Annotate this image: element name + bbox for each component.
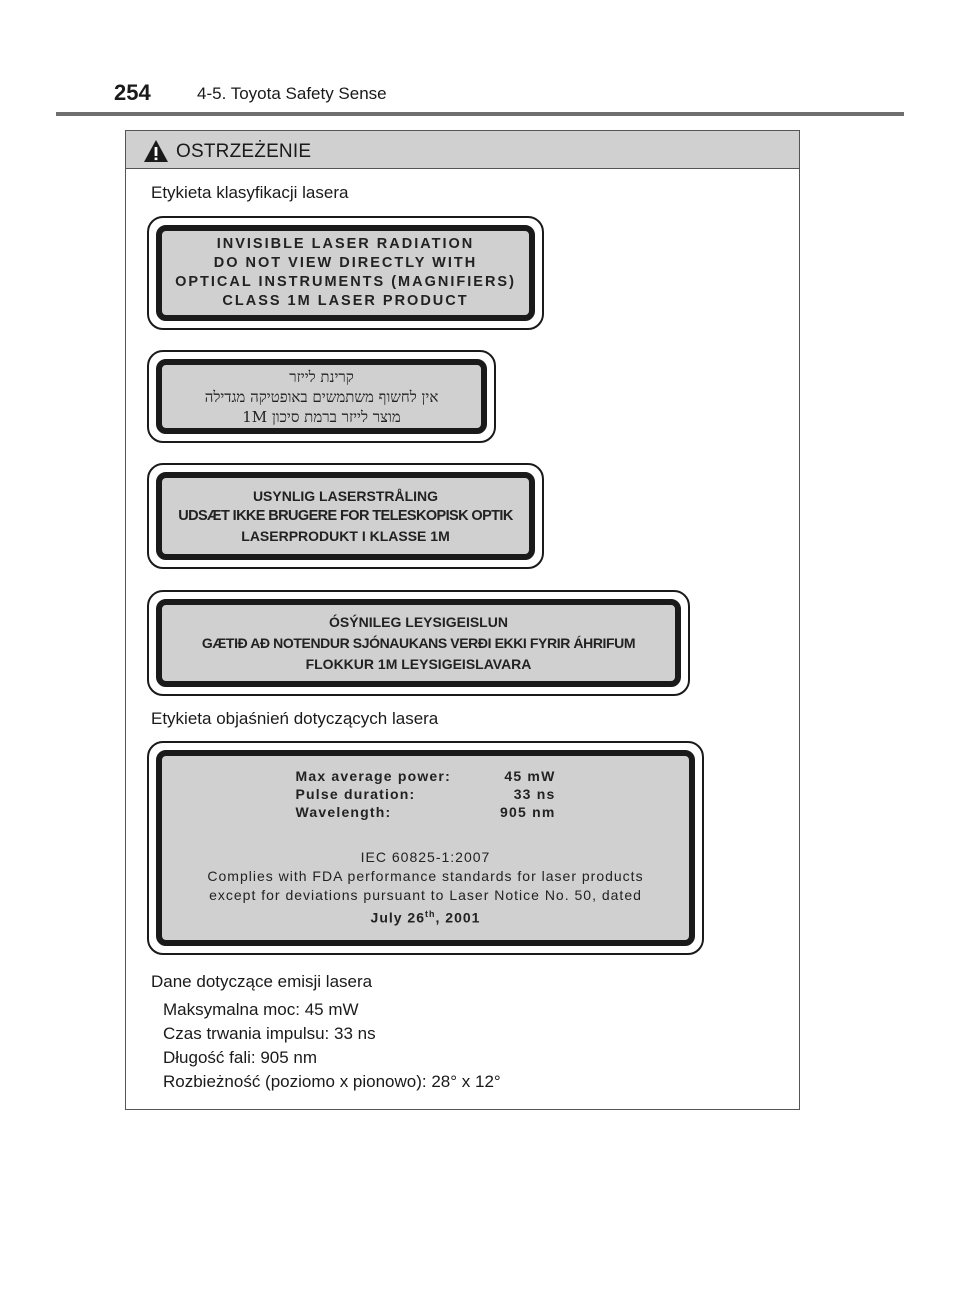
emission-item: Maksymalna moc: 45 mW	[163, 1000, 359, 1019]
label-line: UDSÆT IKKE BRUGERE FOR TELESKOPISK OPTIK	[178, 508, 513, 524]
label-danish	[147, 463, 544, 569]
label-danish-plate	[156, 472, 535, 560]
spec-table	[296, 768, 556, 820]
caption-classification: Etykieta klasyfikacji lasera	[151, 183, 349, 202]
spec-standard: IEC 60825-1:2007	[360, 849, 491, 866]
label-english	[147, 216, 544, 330]
label-line: LASERPRODUKT I KLASSE 1M	[241, 528, 450, 544]
label-specs	[147, 741, 704, 955]
warning-title: OSTRZEŻENIE	[176, 141, 312, 162]
emission-item: Długość fali: 905 nm	[163, 1048, 318, 1067]
label-line: CLASS 1M LASER PRODUCT	[222, 293, 469, 309]
spec-compliance-2: except for deviations pursuant to Laser Notice No. 50, dated	[209, 887, 642, 904]
spec-date-sup: th	[425, 909, 436, 920]
spec-key: Max average power:	[295, 768, 451, 785]
label-line: FLOKKUR 1M LEYSIGEISLAVARA	[305, 655, 532, 672]
header-rule	[56, 112, 904, 116]
label-icelandic-plate	[156, 599, 681, 687]
spec-key: Pulse duration:	[295, 786, 416, 803]
spec-value: 33 ns	[513, 786, 556, 803]
spec-date-prefix: July 26	[370, 909, 426, 926]
label-line: קרינת לייזר	[289, 367, 354, 386]
label-icelandic	[147, 590, 690, 696]
spec-value: 45 mW	[504, 768, 556, 785]
label-hebrew	[147, 350, 496, 443]
label-line: USYNLIG LASERSTRÅLING	[252, 488, 439, 504]
warning-triangle-icon	[143, 139, 169, 163]
section-title: 4-5. Toyota Safety Sense	[197, 84, 387, 103]
spec-compliance-1: Complies with FDA performance standards for laser products	[207, 868, 644, 885]
spec-date	[371, 905, 481, 928]
spec-value: 905 nm	[500, 804, 556, 821]
label-english-plate	[156, 225, 535, 321]
spec-date-suffix: , 2001	[435, 909, 481, 926]
label-line: INVISIBLE LASER RADIATION	[216, 236, 475, 252]
emission-item: Rozbieżność (poziomo x pionowo): 28° x 12°	[163, 1072, 501, 1091]
warning-header	[126, 131, 799, 169]
caption-emission: Dane dotyczące emisji lasera	[151, 972, 373, 991]
label-line: מוצר לייזר ברמת סיכון 1M	[242, 407, 401, 426]
label-hebrew-plate	[156, 359, 487, 434]
spec-key: Wavelength:	[295, 804, 392, 821]
caption-explanation: Etykieta objaśnień dotyczących lasera	[151, 709, 439, 728]
label-line: GÆTIÐ AÐ NOTENDUR SJÓNAUKANS VERÐI EKKI FYRIR ÁHRIFUM	[201, 634, 636, 651]
page-number: 254	[114, 80, 151, 105]
label-line: ÓSÝNILEG LEYSIGEISLUN	[329, 613, 508, 630]
emission-item: Czas trwania impulsu: 33 ns	[163, 1024, 376, 1043]
label-line: OPTICAL INSTRUMENTS (MAGNIFIERS)	[175, 274, 516, 290]
label-specs-plate	[156, 750, 695, 946]
label-line: DO NOT VIEW DIRECTLY WITH	[213, 255, 478, 271]
label-line: אין לחשוף משתמשים באופטיקה מגדילה	[204, 387, 439, 406]
